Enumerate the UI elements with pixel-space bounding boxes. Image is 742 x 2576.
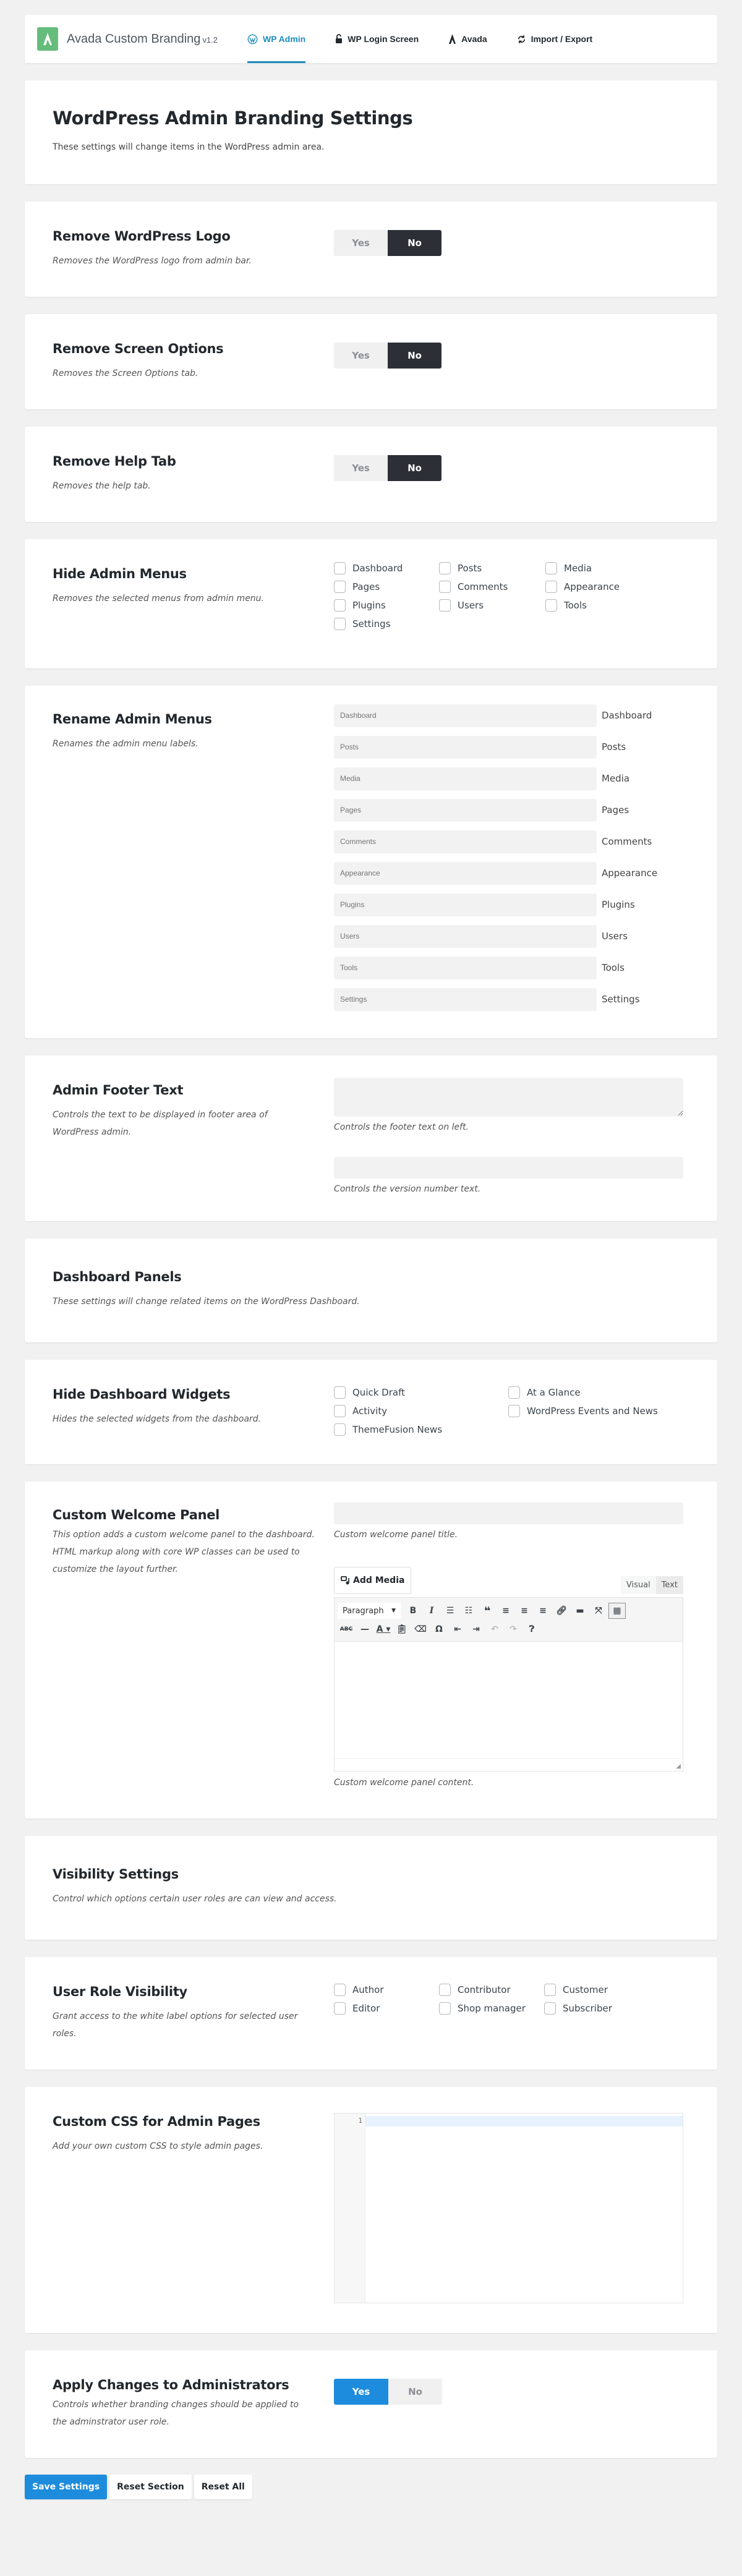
rename-dashboard-input[interactable] bbox=[334, 704, 597, 727]
toolbar-toggle-icon[interactable]: ▦ bbox=[608, 1603, 626, 1619]
dashboard-panels-card bbox=[25, 1239, 717, 1342]
bullet-list-icon[interactable]: ☰ bbox=[446, 1606, 454, 1616]
checkbox-label: WordPress Events and News bbox=[527, 1405, 658, 1417]
custom-welcome-panel-card bbox=[25, 1482, 717, 1819]
rename-row-users bbox=[334, 925, 689, 947]
checkbox-wordpress-events[interactable] bbox=[508, 1403, 669, 1418]
hide-menus-checkbox-group bbox=[334, 560, 689, 631]
checkbox-label: Shop manager bbox=[458, 2002, 526, 2014]
checkbox-quick-draft[interactable] bbox=[334, 1384, 508, 1400]
field-hint: Controls the version number text. bbox=[334, 1184, 481, 1194]
rename-row-pages bbox=[334, 799, 689, 821]
section-title: Dashboard Panels bbox=[53, 1269, 182, 1284]
tab-label: WP Login Screen bbox=[348, 34, 419, 44]
rename-media-input[interactable] bbox=[334, 767, 597, 790]
setting-title: Remove WordPress Logo bbox=[53, 229, 231, 244]
toggle-no[interactable]: No bbox=[388, 455, 441, 481]
checkbox-label: Subscriber bbox=[563, 2002, 612, 2014]
section-desc: These settings will change related items on the WordPress Dashboard. bbox=[53, 1297, 360, 1307]
setting-desc: Removes the help tab. bbox=[53, 481, 151, 491]
format-select-value: Paragraph bbox=[343, 1606, 384, 1616]
read-more-icon[interactable]: ▬ bbox=[576, 1606, 584, 1616]
format-select[interactable] bbox=[338, 1603, 401, 1619]
tab-import-export[interactable] bbox=[517, 15, 608, 63]
media-icon bbox=[341, 1576, 351, 1585]
avada-icon bbox=[448, 34, 456, 44]
checkbox-label: Customer bbox=[563, 1984, 608, 1995]
checkbox-label: Quick Draft bbox=[352, 1386, 405, 1398]
rename-pages-input[interactable] bbox=[334, 799, 597, 821]
field-hint: Controls the footer text on left. bbox=[334, 1122, 469, 1132]
checkbox-label: Author bbox=[352, 1984, 384, 1995]
avada-logo-icon bbox=[37, 27, 58, 51]
editor-mode-tabs bbox=[621, 1576, 683, 1594]
checkbox-themefusion-news[interactable] bbox=[334, 1422, 508, 1437]
code-input-area[interactable] bbox=[365, 2113, 683, 2303]
visibility-settings-card bbox=[25, 1836, 717, 1940]
checkbox-box[interactable] bbox=[439, 2002, 451, 2015]
rename-row-media bbox=[334, 767, 689, 790]
rename-label: Dashboard bbox=[602, 710, 652, 721]
add-media-button[interactable] bbox=[334, 1567, 411, 1594]
align-left-icon[interactable]: ≡ bbox=[502, 1606, 510, 1616]
checkbox-box[interactable] bbox=[439, 1984, 451, 1996]
help-icon[interactable]: ❓︎ bbox=[529, 1624, 535, 1634]
apply-to-admins-toggle bbox=[334, 2379, 442, 2405]
reset-section-button[interactable]: Reset Section bbox=[109, 2475, 192, 2499]
checkbox-label: Posts bbox=[458, 562, 482, 574]
welcome-title-input[interactable] bbox=[334, 1503, 683, 1524]
add-media-label: Add Media bbox=[353, 1576, 405, 1585]
checkbox-at-a-glance[interactable] bbox=[508, 1384, 669, 1400]
rename-row-plugins bbox=[334, 893, 689, 916]
checkbox-box[interactable] bbox=[544, 1984, 556, 1996]
checkbox-editor[interactable] bbox=[334, 2000, 439, 2016]
setting-title: Custom CSS for Admin Pages bbox=[53, 2114, 260, 2129]
top-header bbox=[25, 15, 717, 63]
setting-title: Admin Footer Text bbox=[53, 1083, 184, 1098]
checkbox-box[interactable] bbox=[545, 599, 557, 612]
italic-icon[interactable]: I bbox=[429, 1606, 434, 1616]
field-hint: Custom welcome panel title. bbox=[334, 1530, 458, 1540]
visual-tab[interactable]: Visual bbox=[621, 1576, 656, 1594]
checkbox-label: Plugins bbox=[352, 599, 386, 611]
rename-label: Appearance bbox=[602, 868, 658, 879]
rename-row-appearance bbox=[334, 862, 689, 884]
setting-title: Remove Help Tab bbox=[53, 454, 176, 469]
rename-row-dashboard bbox=[334, 704, 689, 727]
tab-wp-admin[interactable] bbox=[247, 15, 320, 63]
checkbox-box[interactable] bbox=[334, 1423, 346, 1436]
checkbox-contributor[interactable] bbox=[439, 1982, 544, 1997]
checkbox-box[interactable] bbox=[439, 599, 451, 612]
remove-logo-toggle bbox=[334, 230, 441, 256]
checkbox-box[interactable] bbox=[334, 2002, 346, 2015]
rename-appearance-input[interactable] bbox=[334, 862, 597, 884]
rename-label: Settings bbox=[602, 994, 640, 1005]
rename-label: Media bbox=[602, 773, 630, 784]
setting-title: Hide Admin Menus bbox=[53, 566, 187, 581]
checkbox-label: Pages bbox=[352, 581, 380, 592]
rename-plugins-input[interactable] bbox=[334, 893, 597, 916]
rename-row-tools bbox=[334, 957, 689, 979]
section-desc: Control which options certain user roles are can view and access. bbox=[53, 1894, 337, 1904]
section-title: Visibility Settings bbox=[53, 1867, 179, 1882]
rename-row-settings bbox=[334, 988, 689, 1010]
tab-avada[interactable] bbox=[448, 15, 502, 63]
app-name: Avada Custom Branding bbox=[67, 32, 201, 46]
checkbox-activity[interactable] bbox=[334, 1403, 508, 1418]
checkbox-box[interactable] bbox=[334, 562, 346, 574]
checkbox-box[interactable] bbox=[334, 1405, 346, 1417]
link-icon[interactable]: 🔗︎ bbox=[556, 1606, 567, 1616]
main-tabs bbox=[247, 15, 622, 63]
checkbox-label: Appearance bbox=[564, 581, 620, 592]
checkbox-box[interactable] bbox=[508, 1386, 520, 1399]
checkbox-label: Comments bbox=[458, 581, 508, 592]
tab-wp-login-screen[interactable] bbox=[335, 15, 433, 63]
checkbox-box[interactable] bbox=[334, 618, 346, 630]
lock-icon bbox=[335, 34, 343, 44]
app-title bbox=[67, 32, 218, 46]
checkbox-customer[interactable] bbox=[544, 1982, 649, 1997]
welcome-content-editor[interactable] bbox=[334, 1642, 683, 1772]
field-hint: Custom welcome panel content. bbox=[334, 1778, 474, 1788]
editor-toolbar bbox=[334, 1597, 683, 1642]
editor-statusbar bbox=[335, 1758, 683, 1771]
toolbar-row-1 bbox=[338, 1601, 680, 1620]
tab-label: Avada bbox=[461, 34, 487, 44]
checkbox-settings[interactable] bbox=[334, 616, 439, 631]
checkbox-label: Dashboard bbox=[352, 562, 403, 574]
checkbox-comments[interactable] bbox=[439, 579, 545, 594]
css-code-editor[interactable] bbox=[334, 2113, 683, 2303]
editor-header bbox=[334, 1567, 683, 1594]
setting-desc: Controls whether branding changes should be applied to the adminstrator user role. bbox=[53, 2400, 299, 2427]
checkbox-label: ThemeFusion News bbox=[352, 1423, 443, 1435]
app-version: v1.2 bbox=[202, 35, 218, 45]
checkbox-box[interactable] bbox=[334, 1984, 346, 1996]
checkbox-dashboard[interactable] bbox=[334, 560, 439, 576]
toggle-yes[interactable]: Yes bbox=[334, 343, 388, 369]
hide-widgets-checkbox-group bbox=[334, 1384, 689, 1437]
align-right-icon[interactable]: ≡ bbox=[539, 1606, 547, 1616]
numbered-list-icon[interactable]: ☷ bbox=[464, 1606, 473, 1616]
rename-users-input[interactable] bbox=[334, 925, 597, 947]
toggle-no[interactable]: No bbox=[388, 2379, 442, 2405]
indent-icon[interactable]: ⇥ bbox=[472, 1624, 480, 1634]
setting-desc: This option adds a custom welcome panel to the dashboard. HTML markup along with core WP classes can be used to customize the layout further. bbox=[53, 1530, 315, 1574]
checkbox-users[interactable] bbox=[439, 597, 545, 613]
checkbox-box[interactable] bbox=[439, 581, 451, 593]
setting-title: User Role Visibility bbox=[53, 1984, 187, 1999]
setting-desc: Hides the selected widgets from the dashboard. bbox=[53, 1414, 262, 1424]
checkbox-box[interactable] bbox=[545, 581, 557, 593]
checkbox-box[interactable] bbox=[334, 1386, 346, 1399]
setting-title: Rename Admin Menus bbox=[53, 712, 212, 727]
setting-title: Custom Welcome Panel bbox=[53, 1508, 220, 1522]
checkbox-label: At a Glance bbox=[527, 1386, 581, 1398]
checkbox-media[interactable] bbox=[545, 560, 650, 576]
blockquote-icon[interactable]: ❝ bbox=[484, 1604, 491, 1618]
rename-label: Plugins bbox=[602, 899, 635, 910]
dropdown-arrow-icon: ▼ bbox=[391, 1608, 396, 1614]
setting-desc: Controls the text to be displayed in footer area of WordPress admin. bbox=[53, 1110, 268, 1137]
text-color-icon[interactable]: A ▾ bbox=[376, 1624, 391, 1634]
undo-icon[interactable]: ↶ bbox=[491, 1624, 498, 1634]
checkbox-box[interactable] bbox=[334, 581, 346, 593]
admin-footer-text-card bbox=[25, 1056, 717, 1221]
checkbox-subscriber[interactable] bbox=[544, 2000, 649, 2016]
toggle-no[interactable]: No bbox=[388, 343, 441, 369]
checkbox-tools[interactable] bbox=[545, 597, 650, 613]
toolbar-row-2 bbox=[338, 1620, 680, 1639]
tab-label: Import / Export bbox=[531, 34, 593, 44]
tab-label: WP Admin bbox=[263, 34, 306, 44]
resize-handle-icon[interactable]: ◢ bbox=[676, 1763, 681, 1770]
rename-posts-input[interactable] bbox=[334, 736, 597, 758]
line-number-gutter bbox=[335, 2113, 365, 2303]
special-character-icon[interactable]: Ω bbox=[435, 1624, 443, 1634]
checkbox-plugins[interactable] bbox=[334, 597, 439, 613]
toggle-yes[interactable]: Yes bbox=[334, 2379, 388, 2405]
page-intro: These settings will change items in the WordPress admin area. bbox=[53, 142, 325, 152]
checkbox-box[interactable] bbox=[545, 562, 557, 574]
remove-screen-options-toggle bbox=[334, 343, 441, 369]
checkbox-label: Contributor bbox=[458, 1984, 511, 1995]
setting-desc: Removes the WordPress logo from admin bar. bbox=[53, 256, 252, 266]
footer-left-textarea[interactable] bbox=[334, 1078, 683, 1116]
horizontal-line-icon[interactable]: — bbox=[360, 1624, 369, 1634]
rename-label: Comments bbox=[602, 836, 652, 847]
checkbox-label: Media bbox=[564, 562, 592, 574]
hide-admin-menus-card bbox=[25, 539, 717, 668]
checkbox-posts[interactable] bbox=[439, 560, 545, 576]
checkbox-label: Tools bbox=[564, 599, 587, 611]
checkbox-shop-manager[interactable] bbox=[439, 2000, 544, 2016]
save-settings-button[interactable]: Save Settings bbox=[25, 2475, 107, 2499]
checkbox-box[interactable] bbox=[508, 1405, 520, 1417]
checkbox-appearance[interactable] bbox=[545, 579, 650, 594]
rename-comments-input[interactable] bbox=[334, 830, 597, 853]
wordpress-icon bbox=[247, 34, 258, 45]
rename-label: Pages bbox=[602, 804, 629, 816]
form-actions bbox=[25, 2475, 717, 2499]
outdent-icon[interactable]: ⇤ bbox=[454, 1624, 461, 1634]
toggle-yes[interactable]: Yes bbox=[334, 230, 388, 256]
custom-css-card bbox=[25, 2087, 717, 2333]
checkbox-label: Activity bbox=[352, 1405, 388, 1417]
setting-title: Apply Changes to Administrators bbox=[53, 2378, 289, 2392]
setting-desc: Renames the admin menu labels. bbox=[53, 739, 198, 749]
strikethrough-icon[interactable]: ABC bbox=[339, 1626, 353, 1632]
user-role-visibility-card bbox=[25, 1957, 717, 2070]
rename-row-posts bbox=[334, 736, 689, 758]
reset-all-button[interactable]: Reset All bbox=[194, 2475, 252, 2499]
paste-text-icon[interactable]: 📋︎ bbox=[396, 1624, 407, 1634]
setting-desc: Grant access to the white label options for selected user roles. bbox=[53, 2011, 298, 2039]
rename-admin-menus-card bbox=[25, 686, 717, 1038]
footer-version-input[interactable] bbox=[334, 1157, 683, 1178]
toggle-no[interactable]: No bbox=[388, 230, 441, 256]
apply-to-administrators-card bbox=[25, 2350, 717, 2458]
rename-tools-input[interactable] bbox=[334, 957, 597, 979]
rename-row-comments bbox=[334, 830, 689, 853]
intro-card bbox=[25, 80, 717, 184]
checkbox-box[interactable] bbox=[439, 562, 451, 574]
checkbox-box[interactable] bbox=[334, 599, 346, 612]
remove-wordpress-logo-card bbox=[25, 202, 717, 297]
active-line bbox=[365, 2116, 683, 2126]
setting-title: Remove Screen Options bbox=[53, 341, 224, 356]
checkbox-box[interactable] bbox=[544, 2002, 556, 2015]
user-roles-checkbox-group bbox=[334, 1982, 689, 2016]
clear-formatting-icon[interactable]: ⌫ bbox=[414, 1624, 427, 1634]
line-number: 1 bbox=[358, 2117, 362, 2125]
fullscreen-icon[interactable]: ⤧ bbox=[595, 1606, 602, 1616]
checkbox-label: Users bbox=[458, 599, 484, 611]
remove-screen-options-card bbox=[25, 314, 717, 409]
page-title: WordPress Admin Branding Settings bbox=[53, 108, 413, 129]
align-center-icon[interactable]: ≡ bbox=[521, 1606, 528, 1616]
rename-label: Users bbox=[602, 931, 628, 942]
rename-label: Posts bbox=[602, 741, 626, 753]
setting-desc: Removes the Screen Options tab. bbox=[53, 369, 198, 378]
toggle-yes[interactable]: Yes bbox=[334, 455, 388, 481]
setting-title: Hide Dashboard Widgets bbox=[53, 1387, 231, 1402]
rename-settings-input[interactable] bbox=[334, 988, 597, 1010]
setting-desc: Add your own custom CSS to style admin pages. bbox=[53, 2141, 263, 2151]
hide-dashboard-widgets-card bbox=[25, 1360, 717, 1464]
remove-help-tab-card bbox=[25, 427, 717, 522]
bold-icon[interactable]: B bbox=[409, 1606, 417, 1616]
sync-icon bbox=[517, 35, 526, 44]
setting-desc: Removes the selected menus from admin menu. bbox=[53, 594, 265, 603]
checkbox-pages[interactable] bbox=[334, 579, 439, 594]
checkbox-label: Settings bbox=[352, 618, 391, 629]
checkbox-label: Editor bbox=[352, 2002, 380, 2014]
checkbox-author[interactable] bbox=[334, 1982, 439, 1997]
remove-help-tab-toggle bbox=[334, 455, 441, 481]
rename-label: Tools bbox=[602, 962, 625, 973]
text-tab[interactable]: Text bbox=[656, 1576, 683, 1594]
redo-icon[interactable]: ↷ bbox=[510, 1624, 517, 1634]
